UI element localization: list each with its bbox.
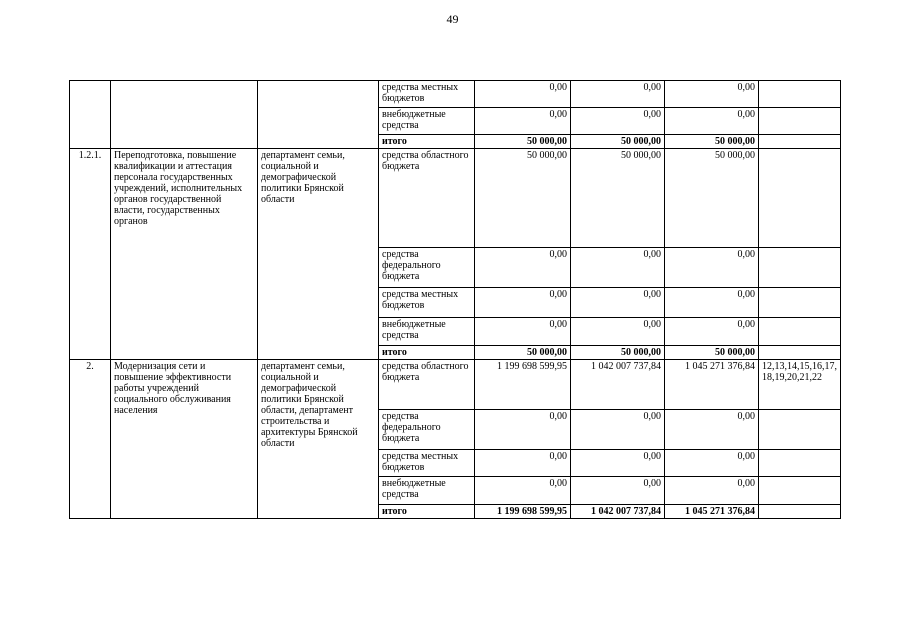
executor-cell [258,81,379,149]
value-cell: 0,00 [475,450,571,477]
value-cell: 50 000,00 [475,149,571,248]
value-cell: 0,00 [475,108,571,135]
value-cell: 0,00 [571,81,665,108]
source-cell: средства областного бюджета [379,149,475,248]
value-cell: 50 000,00 [571,346,665,360]
table-row [70,81,841,108]
source-cell: средства местных бюджетов [379,81,475,108]
value-cell: 0,00 [665,108,759,135]
table-row [70,149,841,248]
value-cell: 0,00 [475,318,571,346]
value-cell: 0,00 [571,108,665,135]
budget-table [69,80,841,519]
value-cell: 0,00 [571,248,665,288]
name-cell [111,81,258,149]
source-cell: внебюджетные средства [379,108,475,135]
value-cell: 0,00 [571,410,665,450]
indicator-cell [759,410,841,450]
indicator-cell [759,346,841,360]
source-cell: внебюджетные средства [379,477,475,505]
value-cell: 50 000,00 [665,149,759,248]
value-cell: 0,00 [475,81,571,108]
value-cell: 0,00 [665,288,759,318]
name-cell: Переподготовка, повышение квалификации и аттестация персонала государственных учреждений, исполнительных органов государственной власти, государственных органов [111,149,258,360]
source-cell: средства местных бюджетов [379,450,475,477]
source-cell: внебюджетные средства [379,318,475,346]
value-cell: 1 199 698 599,95 [475,360,571,410]
value-cell: 0,00 [665,410,759,450]
num-cell: 1.2.1. [70,149,111,360]
value-cell: 50 000,00 [475,135,571,149]
indicator-cell [759,288,841,318]
indicator-cell [759,108,841,135]
source-cell: итого [379,505,475,519]
value-cell: 0,00 [665,248,759,288]
source-cell: средства областного бюджета [379,360,475,410]
indicator-cell [759,318,841,346]
value-cell: 50 000,00 [475,346,571,360]
value-cell: 50 000,00 [665,135,759,149]
executor-cell: департамент семьи, социальной и демографической политики Брянской области, департамент строительства и архитектуры Брянской области [258,360,379,519]
source-cell: итого [379,135,475,149]
num-cell [70,81,111,149]
indicator-cell: 12,13,14,15,16,17,18,19,20,21,22 [759,360,841,410]
table-row [70,360,841,410]
value-cell: 50 000,00 [665,346,759,360]
value-cell: 1 199 698 599,95 [475,505,571,519]
executor-cell: департамент семьи, социальной и демографической политики Брянской области [258,149,379,360]
page-number: 49 [446,12,459,26]
name-cell: Модернизация сети и повышение эффективности работы учреждений социального обслуживания населения [111,360,258,519]
value-cell: 0,00 [475,477,571,505]
value-cell: 0,00 [571,318,665,346]
value-cell: 1 045 271 376,84 [665,505,759,519]
value-cell: 0,00 [665,450,759,477]
value-cell: 1 042 007 737,84 [571,505,665,519]
indicator-cell [759,81,841,108]
indicator-cell [759,149,841,248]
value-cell: 0,00 [665,318,759,346]
source-cell: средства федерального бюджета [379,248,475,288]
indicator-cell [759,135,841,149]
source-cell: итого [379,346,475,360]
value-cell: 0,00 [571,288,665,318]
value-cell: 0,00 [571,450,665,477]
indicator-cell [759,477,841,505]
value-cell: 0,00 [571,477,665,505]
value-cell: 0,00 [665,81,759,108]
value-cell: 1 042 007 737,84 [571,360,665,410]
num-cell: 2. [70,360,111,519]
indicator-cell [759,505,841,519]
source-cell: средства местных бюджетов [379,288,475,318]
value-cell: 0,00 [475,248,571,288]
indicator-cell [759,450,841,477]
indicator-cell [759,248,841,288]
value-cell: 50 000,00 [571,135,665,149]
value-cell: 50 000,00 [571,149,665,248]
value-cell: 0,00 [475,288,571,318]
value-cell: 0,00 [475,410,571,450]
value-cell: 0,00 [665,477,759,505]
value-cell: 1 045 271 376,84 [665,360,759,410]
source-cell: средства федерального бюджета [379,410,475,450]
